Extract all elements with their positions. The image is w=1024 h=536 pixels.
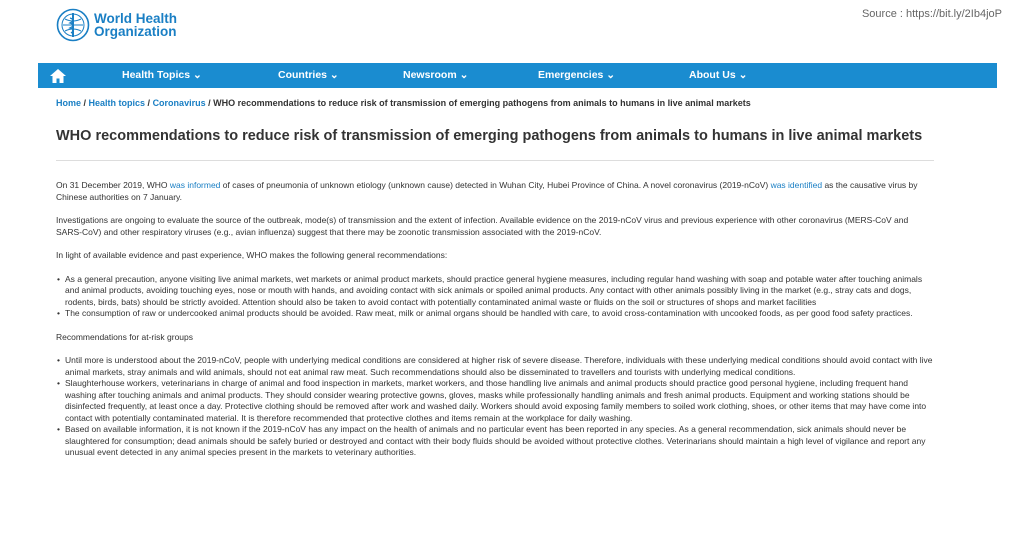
- general-recommendations-list: [56, 274, 934, 320]
- at-risk-recommendations-list: [56, 355, 934, 459]
- text: of cases of pneumonia of unknown etiology (unknown cause) detected in Wuhan City, Hubei Province of China. A novel coronavirus (2019-nCoV): [220, 180, 771, 190]
- breadcrumb-separator: /: [205, 98, 214, 108]
- breadcrumb-health-topics[interactable]: Health topics: [88, 98, 146, 108]
- who-logo[interactable]: [56, 8, 177, 42]
- paragraph-investigations: Investigations are ongoing to evaluate the source of the outbreak, mode(s) of transmission and the extent of infection. Available evidence on the 2019-nCoV virus and previous experience with other coronavirus (MERS-CoV and SARS-CoV) and other respiratory viruses (e.g., avian influenza) suggest that there may be zoonotic transmission associated with the 2019-nCoV.: [56, 215, 909, 237]
- nav-newsroom[interactable]: Newsroom ⌄: [403, 69, 469, 81]
- list-item: • Slaughterhouse workers, veterinarians in charge of animal and food inspection in markets, market workers, and those handling live animals and animal products should practice good personal hygiene, including frequent hand washing after touching animals and animal products. They should consider wearing protective gowns, gloves, masks while professionally handling animals and fresh animal products. Equipment and working stations should be disinfected frequently, at least once a day. Protective clothing should be removed after work and washed daily. Workers should avoid exposing family members to soiled work clothing, shoes, or other items that may have come into contact with potentially contaminated material. It is therefore recommended that protective clothes and items remain at the workplace for daily washing.: [65, 378, 934, 424]
- nav-about-us[interactable]: About Us ⌄: [689, 69, 748, 81]
- list-item: • Until more is understood about the 2019-nCoV, people with underlying medical conditions are considered at higher risk of severe disease. Therefore, individuals with these underlying medical conditions should avoid contact with live animal markets, stray animals and wild animals, should not eat animal raw meat. Such recommendations should also be disseminated to travellers and tourists with underlying medical conditions.: [65, 355, 934, 378]
- source-caption: Source : https://bit.ly/2Ib4joP: [861, 8, 1002, 20]
- list-item: • As a general precaution, anyone visiting live animal markets, wet markets or animal product markets, should practice general hygiene measures, including regular hand washing with soap and potable water after touching animals and animal products, avoiding touching eyes, nose or mouth with hands, and avoiding contact with sick animals or spoiled animal products. Any contact with other animals possibly living in the market (e.g., stray cats and dogs, rodents, birds, bats) should be strictly avoided. Attention should also be taken to avoid contact with potentially contaminated animal waste or fluids on the soil or structures of shops and market facilities: [65, 274, 934, 309]
- paragraph-intro: [56, 180, 934, 203]
- logo-text-line1: World Health: [94, 11, 178, 26]
- breadcrumb-current: WHO recommendations to reduce risk of transmission of emerging pathogens from animals to humans in live animal markets: [213, 98, 751, 108]
- paragraph-at-risk-heading: Recommendations for at-risk groups: [56, 331, 194, 342]
- article-body: [56, 180, 934, 471]
- home-button[interactable]: [38, 68, 78, 84]
- link-was-informed[interactable]: was informed: [169, 180, 221, 190]
- paragraph-general-recommendations: In light of available evidence and past experience, WHO makes the following general recommendations:: [56, 250, 448, 260]
- home-icon: [49, 68, 67, 84]
- text: as the causative virus by Chinese authorities on 7 January.: [56, 180, 918, 202]
- page-title: WHO recommendations to reduce risk of transmission of emerging pathogens from animals to humans in live animal markets: [56, 128, 923, 144]
- breadcrumb-separator: /: [81, 98, 89, 108]
- link-was-identified[interactable]: was identified: [770, 180, 823, 190]
- list-item: • Based on available information, it is not known if the 2019-nCoV has any impact on the health of animals and no particular event has been reported in any species. As a general recommendation, sick animals should never be slaughtered for consumption; dead animals should be safely buried or destroyed and contact with their body fluids should be avoided without protective clothes. Veterinarians should maintain a high level of vigilance and report any unusual event detected in any animal species present in the markets to veterinary authorities.: [65, 424, 934, 459]
- text: On 31 December 2019, WHO: [56, 180, 170, 190]
- breadcrumb-separator: /: [145, 98, 153, 108]
- breadcrumb-coronavirus[interactable]: Coronavirus: [152, 98, 206, 108]
- breadcrumb-home[interactable]: Home: [56, 98, 82, 108]
- who-emblem-icon: [56, 8, 90, 42]
- title-divider: [56, 160, 934, 161]
- main-nav: [38, 63, 997, 88]
- nav-countries[interactable]: Countries ⌄: [278, 69, 339, 81]
- breadcrumb: [56, 98, 751, 108]
- list-item: • The consumption of raw or undercooked animal products should be avoided. Raw meat, milk or animal organs should be handled with care, to avoid cross-contamination with uncooked foods, as per good food safety practices.: [65, 308, 934, 320]
- nav-health-topics[interactable]: Health Topics ⌄: [122, 69, 202, 81]
- nav-emergencies[interactable]: Emergencies ⌄: [538, 69, 616, 81]
- logo-text-line2: Organization: [94, 24, 177, 39]
